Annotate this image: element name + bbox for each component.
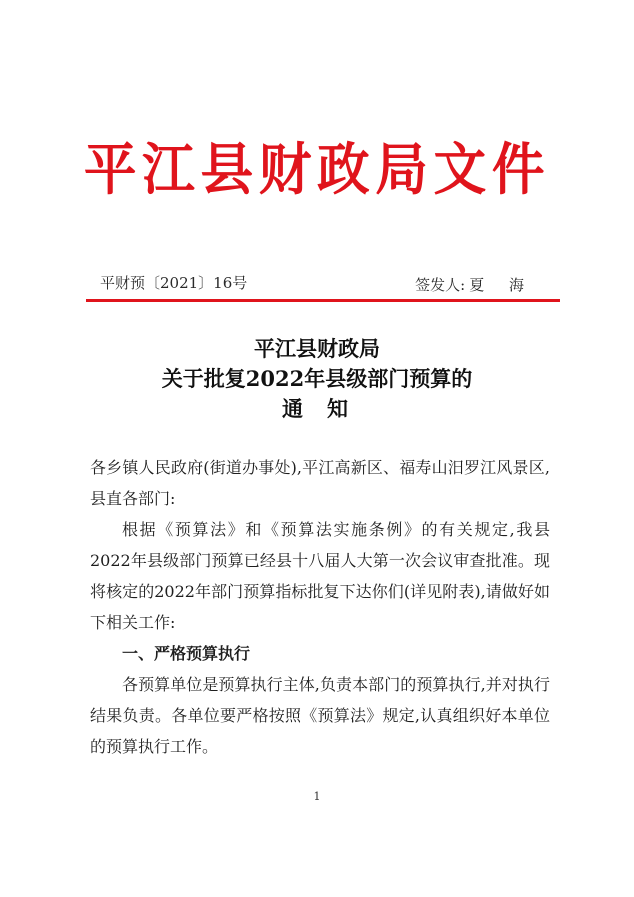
document-header-title: 平江县财政局文件 <box>83 137 551 203</box>
body-paragraph-2: 各预算单位是预算执行主体,负责本部门的预算执行,并对执行结果负责。各单位要严格按照《预算法》规定,认真组织好本单位的预算执行工作。 <box>90 675 550 756</box>
signer-name: 夏 海 <box>469 276 534 294</box>
section-heading-1: 一、严格预算执行 <box>122 644 251 663</box>
document-body <box>90 452 550 762</box>
page-number: 1 <box>313 790 321 803</box>
notice-title <box>0 334 634 424</box>
document-number: 平财预〔2021〕16号 <box>100 274 248 292</box>
document-number-row <box>94 272 540 296</box>
salutation: 各乡镇人民政府(街道办事处),平江高新区、福寿山汨罗江风景区,县直各部门: <box>90 458 550 508</box>
title-line-issuer: 平江县财政局 <box>254 336 380 361</box>
signer-label: 签发人: <box>415 276 466 294</box>
signer-line <box>415 274 534 295</box>
header-divider <box>86 299 560 302</box>
title-line-subject: 关于批复2022年县级部门预算的 <box>161 366 473 391</box>
title-line-notice: 通知 <box>282 396 372 421</box>
body-paragraph-1: 根据《预算法》和《预算法实施条例》的有关规定,我县2022年县级部门预算已经县十八届人大第一次会议审查批准。现将核定的2022年部门预算指标批复下达你们(详见附表),请做好如下相关工作: <box>90 520 550 632</box>
